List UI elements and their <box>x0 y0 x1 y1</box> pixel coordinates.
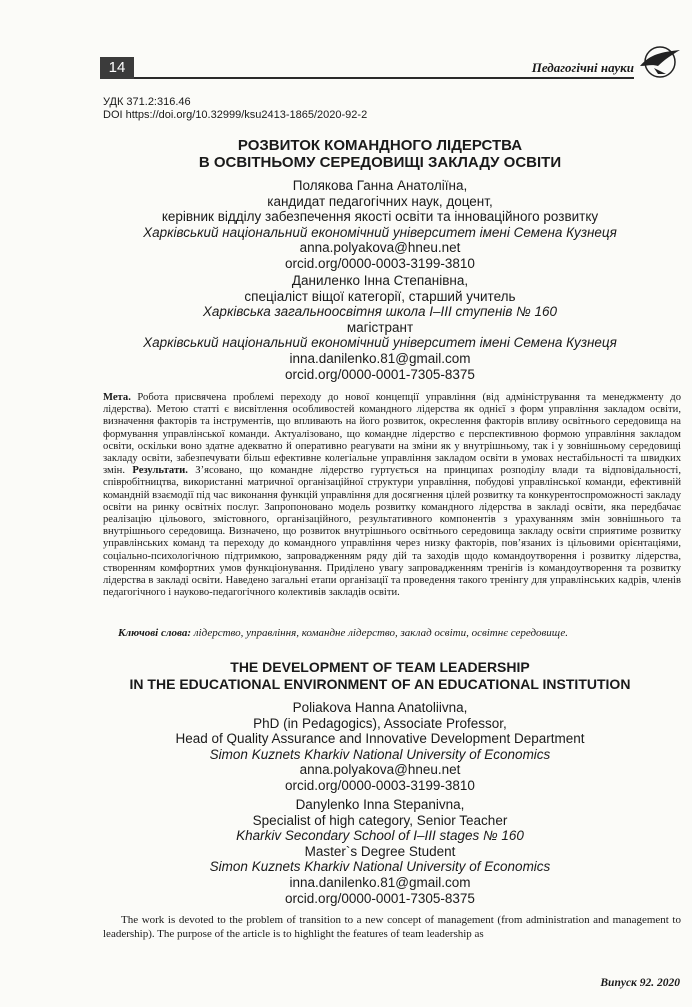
author-orcid: orcid.org/0000-0003-3199-3810 <box>285 255 475 271</box>
author1-en <box>95 700 665 794</box>
keywords-label: Ключові слова: <box>118 627 192 639</box>
abstract-text: The work is devoted to the problem of transition to a new concept of management (from administration and management to leadership). The purpose of the article is to highlight the features of team leadership as <box>103 914 681 940</box>
header-rule <box>134 77 634 79</box>
author-affiliation: Simon Kuznets Kharkiv National University of Economics <box>209 859 551 875</box>
journal-name: Педагогічні науки <box>531 60 634 75</box>
author-affiliation: Kharkiv Secondary School of I–III stages № 160 <box>236 828 524 844</box>
author-position: керівник відділу забезпечення якості освіти та інноваційного розвитку <box>161 209 599 225</box>
abstract-ua <box>103 392 681 599</box>
author-affiliation: Харківський національний економічний університет імені Семена Кузнеця <box>143 335 617 351</box>
author-orcid: orcid.org/0000-0001-7305-8375 <box>285 366 475 382</box>
article-meta <box>103 96 367 122</box>
issue-footer: Випуск 92. 2020 <box>600 977 680 989</box>
udc: УДК 371.2:316.46 <box>103 96 191 108</box>
author-email: inna.danilenko.81@gmail.com <box>289 350 471 366</box>
author1-ua <box>95 178 665 272</box>
keywords-ua <box>118 627 568 639</box>
author-status: магістрант <box>346 319 414 335</box>
title-line: В ОСВІТНЬОМУ СЕРЕДОВИЩІ ЗАКЛАДУ ОСВІТИ <box>198 154 562 171</box>
abstract-en <box>103 914 681 941</box>
abstract-text: Робота присвячена проблемі переходу до нової концепції управління (від адміністрування та менеджменту до лідерства). Метою статті є висвітлення особливостей командного лідерства як однієї з форм управління закладом освіти, визначення факторів та інструментів, що впливають на його розвиток, окреслення факторів впливу освітнього середовища на формування управлінської команди. Актуалізовано, що командне лідерство є перспективною формою управління закладом освіти, оскільки воно здатне адекватно й оперативно реагувати на зміни як у внутрішньому, так і у зовнішньому середовищі закладу освіти, забезпечувати більш ефективне колегіальне управління закладом освіти в умовах нестабільності та швидких змін. <box>103 392 681 477</box>
author-orcid: orcid.org/0000-0001-7305-8375 <box>285 890 475 906</box>
article-title-en <box>100 659 660 693</box>
title-line: THE DEVELOPMENT OF TEAM LEADERSHIP <box>230 659 530 675</box>
abstract-text: З’ясовано, що командне лідерство гуртується на принципах розподілу влади та відповідальності, співробітництва, використанні матричної організаційної структури управління, побудові управлінської команди, ефективній командній взаємодії під час виконання функцій управління для досягнення цілей розвитку та конкурентоспроможності закладу освіти на ринку освітніх послуг. Запропоновано модель розвитку командного лідерства в закладі освіти, яка передбачає реалізацію цільового, змістовного, організаційного, результативного компонентів з урахуванням змін зовнішнього та внутрішнього середовища. Визначено, що розвиток внутрішнього освітнього середовища закладу освіти сприятиме розвитку управлінських команд та переходу до командного управління через низку факторів, пов’язаних із цільовими орієнтаціями, соціально-психологічною підтримкою, запровадженням ряду дій та заходів щодо командоутворення і розвитку лідерства, створенням комфортних умов функціонування. Приділено увагу запровадженням тренігів із командоутворення та розвитку лідерства в закладі освіти. Наведено загальні етапи організації та проведення такого тренінгу для управлінських кадрів, членів педагогічного і науково-педагогічного колективів закладів освіти. <box>103 465 681 599</box>
author-affiliation: Харківський національний економічний університет імені Семена Кузнеця <box>143 224 617 240</box>
author-email: anna.polyakova@hneu.net <box>299 240 461 256</box>
title-line: IN THE EDUCATIONAL ENVIRONMENT OF AN EDUCATIONAL INSTITUTION <box>129 676 631 692</box>
author-email: anna.polyakova@hneu.net <box>299 762 461 778</box>
author-position: спеціаліст віщої категорії, старший учитель <box>244 288 516 304</box>
author-orcid: orcid.org/0000-0003-3199-3810 <box>285 777 475 793</box>
title-line: РОЗВИТОК КОМАНДНОГО ЛІДЕРСТВА <box>237 137 523 154</box>
author2-ua <box>95 273 665 382</box>
author-name: Poliakova Hanna Anatoliivna, <box>292 700 468 715</box>
author-status: Master`s Degree Student <box>304 843 456 859</box>
author-name: Danylenko Inna Stepanivna, <box>295 797 465 812</box>
author-position: Specialist of high category, Senior Teacher <box>252 812 508 828</box>
author-affiliation: Харківська загальноосвітня школа І–ІІІ ступенів № 160 <box>202 304 558 320</box>
author-name: Полякова Ганна Анатоліїна, <box>292 178 468 193</box>
author2-en <box>95 797 665 906</box>
author-name: Даниленко Інна Степанівна, <box>291 273 469 288</box>
doi: DOI https://doi.org/10.32999/ksu2413-1865/2020-92-2 <box>103 109 368 121</box>
author-degree: PhD (in Pedagogics), Associate Professor, <box>253 715 507 731</box>
author-email: inna.danilenko.81@gmail.com <box>289 874 471 890</box>
abstract-label-goal: Мета. <box>103 392 131 403</box>
author-position: Head of Quality Assurance and Innovative Development Department <box>175 731 585 747</box>
author-degree: кандидат педагогічних наук, доцент, <box>267 193 493 209</box>
journal-logo-bird-icon <box>636 44 684 80</box>
article-title-ua <box>100 137 660 171</box>
author-affiliation: Simon Kuznets Kharkiv National University of Economics <box>209 746 551 762</box>
keywords-text: лідерство, управління, командне лідерство, заклад освіти, освітнє середовище. <box>191 627 569 639</box>
abstract-label-results: Результати. <box>132 465 188 477</box>
page-number: 14 <box>100 57 134 79</box>
